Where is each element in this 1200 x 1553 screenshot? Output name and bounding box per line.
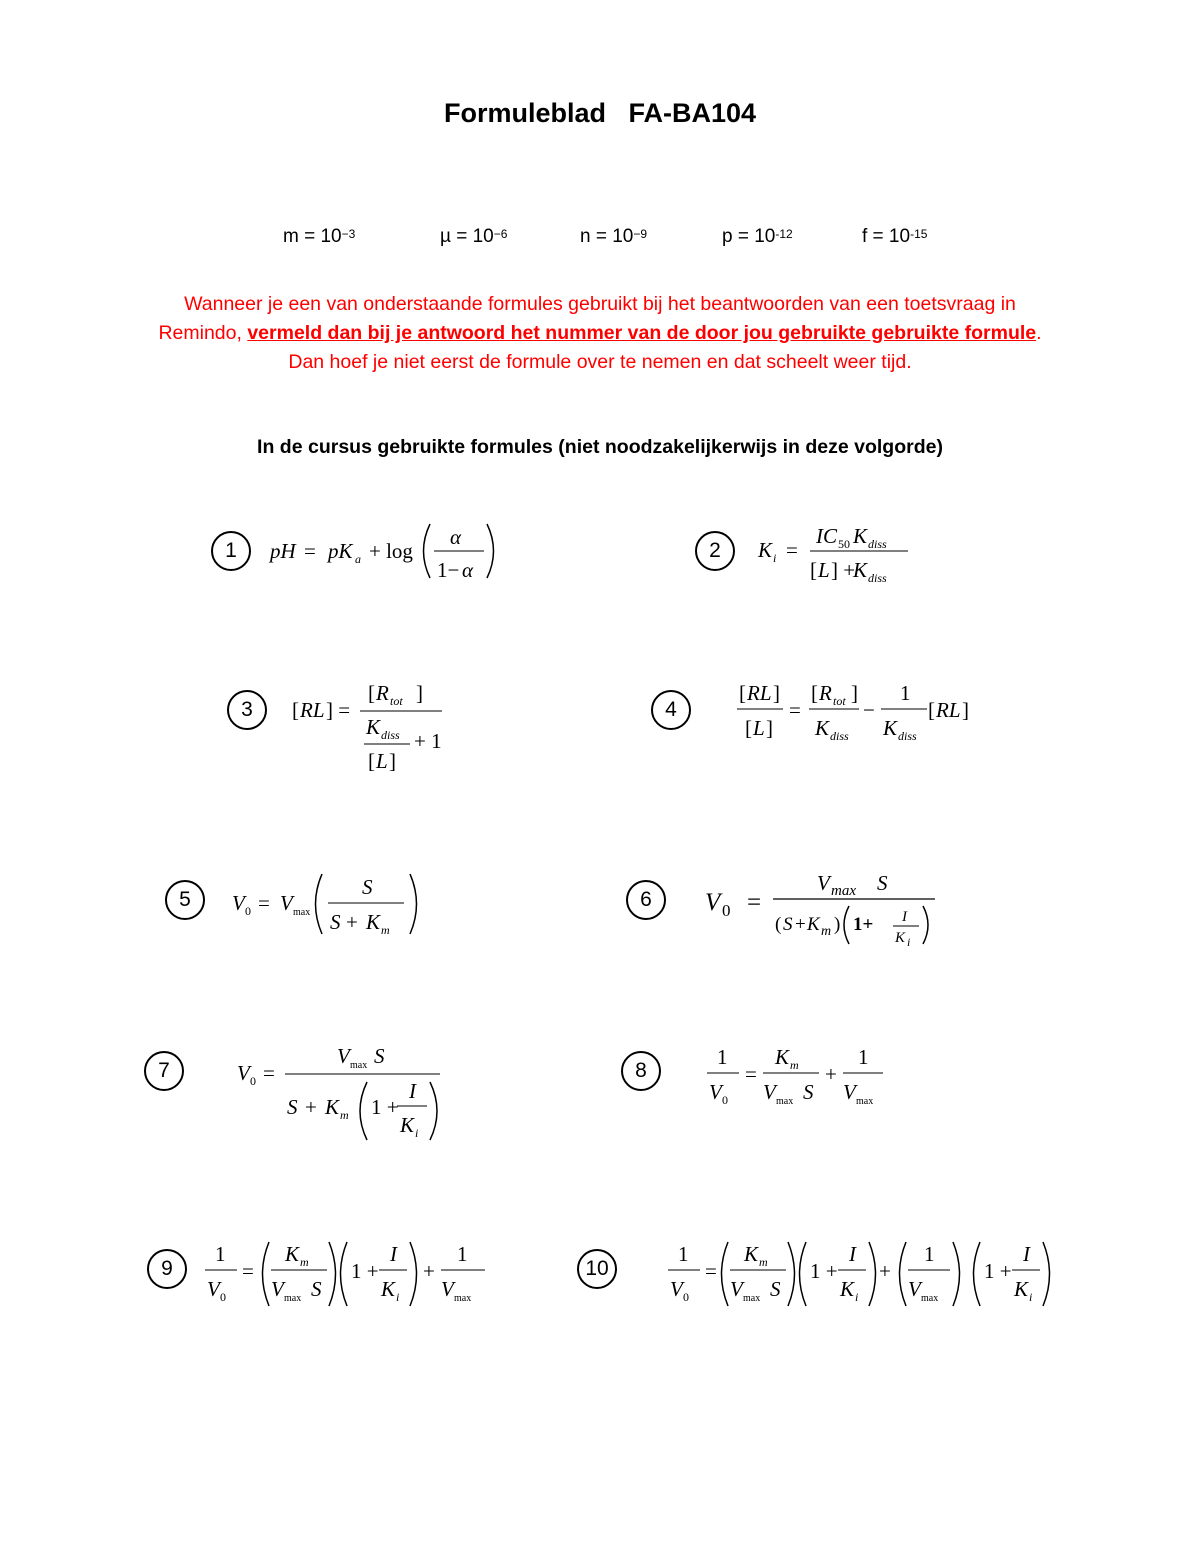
svg-text:0: 0: [220, 1290, 226, 1304]
svg-text:1 +: 1 +: [371, 1095, 399, 1119]
svg-text:=: =: [304, 539, 316, 563]
svg-text:V: V: [441, 1277, 454, 1301]
svg-text:0: 0: [722, 1093, 728, 1107]
svg-text:[: [: [739, 681, 746, 705]
svg-text:max: max: [743, 1293, 761, 1304]
svg-text:max: max: [350, 1060, 368, 1071]
svg-text:i: i: [907, 935, 911, 949]
svg-text:a: a: [355, 552, 361, 566]
svg-text:+: +: [879, 1259, 891, 1283]
svg-text:K: K: [895, 930, 906, 946]
svg-text:+: +: [825, 1062, 837, 1086]
note-line-2: Remindo, vermeld dan bij je antwoord het nummer van de door jou gebruikte gebruikte formule.: [158, 322, 1042, 344]
svg-text:pK: pK: [328, 539, 353, 563]
svg-text:+: +: [346, 910, 358, 934]
svg-text:1: 1: [924, 1242, 935, 1266]
svg-text:V: V: [237, 1061, 250, 1085]
prefix-milli: $m = 10^{-3}$: [283, 226, 356, 247]
formula-6: [705, 866, 945, 956]
svg-text:[: [: [810, 558, 817, 582]
svg-text:V: V: [280, 891, 293, 915]
svg-text:tot: tot: [390, 694, 403, 708]
formula-2: [758, 520, 928, 595]
instruction-note: [60, 290, 1140, 377]
prefix-nano: $n = 10^{-9}$: [580, 226, 648, 247]
svg-text:+ log: + log: [369, 539, 413, 563]
svg-text:1: 1: [678, 1242, 689, 1266]
svg-text:=: =: [258, 891, 270, 915]
note-line-3: Dan hoef je niet eerst de formule over te nemen en dat scheelt weer tijd.: [288, 351, 912, 373]
svg-text:α: α: [450, 525, 462, 549]
svg-text:[: [: [368, 681, 375, 705]
svg-text:[: [: [745, 716, 752, 740]
svg-text:S: S: [877, 871, 888, 895]
svg-text:α: α: [462, 558, 474, 582]
svg-text:=: =: [705, 1259, 717, 1283]
svg-text:I: I: [409, 1079, 416, 1103]
svg-text:max: max: [776, 1096, 794, 1107]
note-line-1: Wanneer je een van onderstaande formules gebruikt bij het beantwoorden van een toetsvraag in: [184, 293, 1016, 315]
svg-text:max: max: [454, 1293, 472, 1304]
svg-text:] =: ] =: [326, 698, 351, 722]
svg-text:V: V: [763, 1080, 776, 1104]
svg-text:RL: RL: [300, 698, 325, 722]
svg-text:diss: diss: [830, 729, 849, 743]
svg-text:R: R: [376, 681, 389, 705]
svg-text:1: 1: [215, 1242, 226, 1266]
svg-text:tot: tot: [833, 694, 846, 708]
formula-number-8: 8: [621, 1051, 661, 1091]
svg-text:V: V: [908, 1277, 921, 1301]
svg-text:S: S: [287, 1095, 298, 1119]
svg-text:1 +: 1 +: [351, 1259, 379, 1283]
svg-text:K: K: [285, 1242, 300, 1266]
svg-text:K: K: [883, 716, 898, 740]
svg-text:RL: RL: [936, 698, 961, 722]
section-heading: In de cursus gebruikte formules (niet noodzakelijkerwijs in deze volgorde): [257, 436, 943, 458]
svg-text:diss: diss: [898, 729, 917, 743]
svg-text:m: m: [381, 923, 390, 937]
formula-number-2: 2: [695, 531, 735, 571]
svg-text:+: +: [423, 1259, 435, 1283]
svg-text:S: S: [374, 1044, 385, 1068]
svg-text:S: S: [770, 1277, 781, 1301]
svg-text:i: i: [415, 1126, 419, 1140]
svg-text:V: V: [207, 1277, 220, 1301]
svg-text:S: S: [783, 914, 793, 935]
formula-7: [237, 1040, 457, 1155]
svg-text:L: L: [376, 749, 388, 773]
svg-text:max: max: [831, 883, 856, 899]
svg-text:V: V: [730, 1277, 743, 1301]
formula-10: [668, 1238, 1058, 1318]
formula-number-9: 9: [147, 1249, 187, 1289]
prefix-pico: $p = 10^{-12}$: [722, 226, 793, 247]
svg-text:K: K: [366, 715, 381, 739]
formula-9: [205, 1238, 495, 1318]
svg-text:[: [: [811, 681, 818, 705]
formula-3: [292, 678, 452, 783]
svg-text:(: (: [775, 914, 782, 935]
svg-text:]: ]: [962, 698, 969, 722]
formula-5: [232, 868, 432, 953]
formula-8: [707, 1042, 897, 1117]
svg-text:=: =: [747, 889, 762, 916]
svg-text:max: max: [921, 1293, 939, 1304]
svg-text:1 +: 1 +: [984, 1259, 1012, 1283]
formula-number-3: 3: [227, 690, 267, 730]
svg-text:]: ]: [773, 681, 780, 705]
svg-text:[: [: [928, 698, 935, 722]
svg-text:max: max: [284, 1293, 302, 1304]
svg-text:=: =: [745, 1062, 757, 1086]
svg-text:1: 1: [900, 681, 911, 705]
svg-text:L: L: [818, 558, 830, 582]
svg-text:pH: pH: [270, 539, 296, 563]
svg-text:=: =: [242, 1259, 254, 1283]
svg-text:K: K: [1014, 1277, 1029, 1301]
svg-text:IC: IC: [816, 524, 837, 548]
svg-text:]: ]: [851, 681, 858, 705]
note-emphasis: vermeld dan bij je antwoord het nummer van de door jou gebruikte gebruikte formule: [247, 322, 1037, 344]
svg-text:0: 0: [245, 904, 251, 918]
formula-number-1: 1: [211, 531, 251, 571]
svg-text:S: S: [362, 875, 373, 899]
svg-text:K: K: [758, 538, 773, 562]
svg-text:V: V: [709, 1080, 722, 1104]
svg-text:0: 0: [250, 1074, 256, 1088]
formula-number-4: 4: [651, 690, 691, 730]
page-title: Formuleblad FA-BA104: [443, 98, 757, 128]
svg-text:+: +: [305, 1095, 317, 1119]
svg-text:K: K: [815, 716, 830, 740]
svg-text:K: K: [744, 1242, 759, 1266]
svg-text:K: K: [775, 1045, 790, 1069]
svg-text:V: V: [232, 891, 245, 915]
formula-number-6: 6: [626, 880, 666, 920]
svg-text:diss: diss: [381, 728, 400, 742]
svg-text:1: 1: [858, 1045, 869, 1069]
svg-text:K: K: [853, 524, 868, 548]
svg-text:1 +: 1 +: [810, 1259, 838, 1283]
svg-text:max: max: [856, 1096, 874, 1107]
svg-text:RL: RL: [747, 681, 772, 705]
svg-text:[: [: [292, 698, 299, 722]
svg-text:]: ]: [766, 716, 773, 740]
svg-text:R: R: [819, 681, 832, 705]
svg-text:+ 1: + 1: [414, 729, 442, 753]
svg-text:K: K: [853, 558, 868, 582]
svg-text:K: K: [400, 1113, 415, 1137]
svg-text:+: +: [795, 914, 806, 935]
formula-number-10: 10: [577, 1249, 617, 1289]
svg-text:m: m: [790, 1058, 799, 1072]
svg-text:m: m: [821, 924, 832, 939]
prefix-femto: $f = 10^{-15}$: [862, 226, 928, 247]
svg-text:K: K: [325, 1095, 340, 1119]
svg-text:0: 0: [683, 1290, 689, 1304]
prefix-micro: $\mu = 10^{-6}$: [440, 226, 508, 247]
svg-text:V: V: [843, 1080, 856, 1104]
svg-text:V: V: [817, 871, 830, 895]
svg-text:K: K: [840, 1277, 855, 1301]
svg-text:K: K: [366, 910, 381, 934]
svg-text:I: I: [1023, 1242, 1030, 1266]
svg-text:I: I: [849, 1242, 856, 1266]
svg-text:): ): [834, 914, 841, 935]
svg-text:=: =: [789, 698, 801, 722]
svg-text:i: i: [855, 1290, 859, 1304]
formula-number-5: 5: [165, 880, 205, 920]
svg-text:i: i: [773, 551, 777, 565]
svg-text:m: m: [300, 1255, 309, 1269]
svg-text:m: m: [340, 1108, 349, 1122]
svg-text:K: K: [807, 914, 820, 935]
svg-text:diss: diss: [868, 571, 887, 585]
svg-text:1+: 1+: [853, 914, 874, 935]
svg-text:]: ]: [416, 681, 423, 705]
svg-text:i: i: [396, 1290, 400, 1304]
svg-text:max: max: [293, 907, 311, 918]
svg-text:S: S: [330, 910, 341, 934]
svg-text:I: I: [902, 909, 907, 925]
formula-1: [270, 518, 510, 593]
svg-text:50: 50: [838, 537, 850, 551]
svg-text:V: V: [337, 1044, 350, 1068]
svg-text:1: 1: [717, 1045, 728, 1069]
svg-text:1−: 1−: [437, 558, 460, 582]
svg-text:i: i: [1029, 1290, 1033, 1304]
svg-text:]: ]: [389, 749, 396, 773]
svg-text:K: K: [381, 1277, 396, 1301]
svg-text:V: V: [705, 889, 721, 916]
svg-text:m: m: [759, 1255, 768, 1269]
formula-4: [737, 678, 987, 763]
formula-number-7: 7: [144, 1051, 184, 1091]
svg-text:S: S: [311, 1277, 322, 1301]
svg-text:=: =: [786, 538, 798, 562]
svg-text:] +: ] +: [831, 558, 856, 582]
svg-text:=: =: [263, 1061, 275, 1085]
svg-text:V: V: [271, 1277, 284, 1301]
svg-text:1: 1: [457, 1242, 468, 1266]
svg-text:I: I: [390, 1242, 397, 1266]
svg-text:−: −: [863, 698, 875, 722]
svg-text:S: S: [803, 1080, 814, 1104]
svg-text:V: V: [670, 1277, 683, 1301]
svg-text:diss: diss: [868, 537, 887, 551]
svg-text:0: 0: [722, 901, 731, 920]
svg-text:L: L: [753, 716, 765, 740]
svg-text:[: [: [368, 749, 375, 773]
